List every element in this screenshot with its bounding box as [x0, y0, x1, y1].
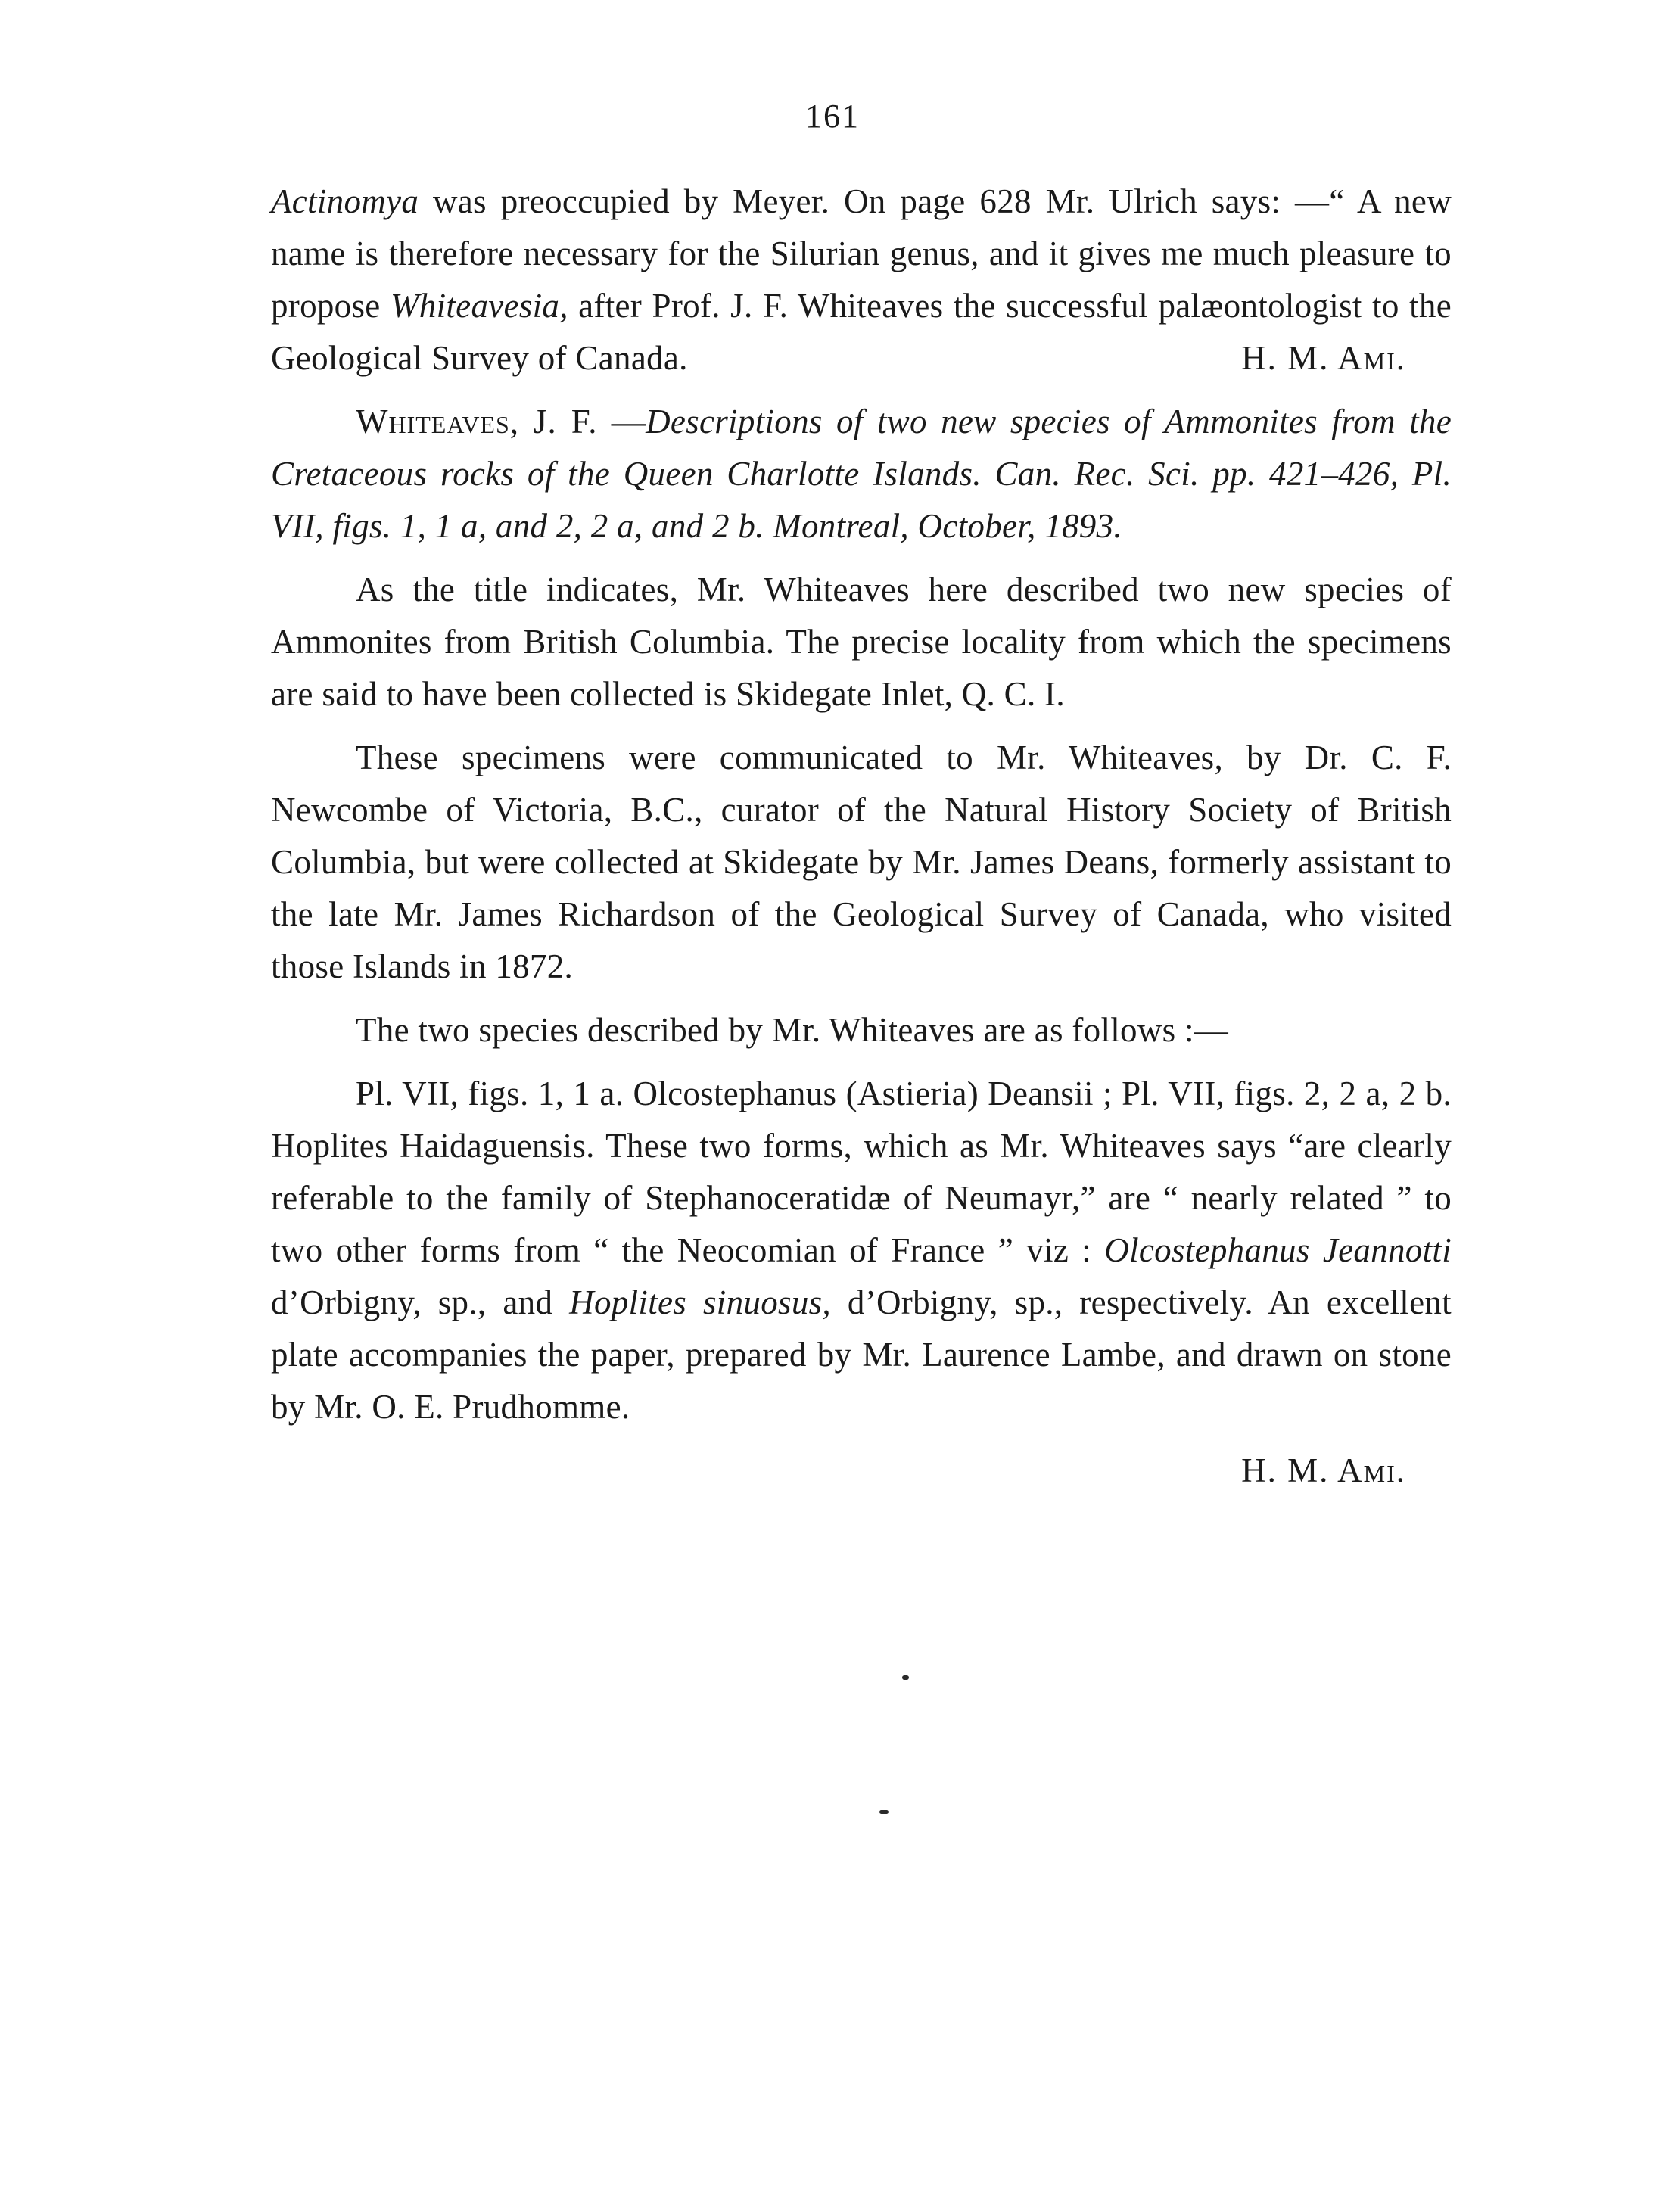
- citation-dash: —: [597, 403, 646, 440]
- paragraph-text: Pl. VII, figs. 1, 1 a. Olcostephanus (Astieria) Deansii ; Pl. VII, figs. 2, 2 a, 2 b. Hoplites Haidaguensis. These two forms, which as Mr. Whiteaves says “are clearly referable to the family of Stephanoceratidæ of Neumayr,” are “ nearly related ” to two other forms from “ the Neocomian of France ” viz :: [271, 1075, 1452, 1269]
- signature-final: H. M. Ami.: [1241, 1451, 1406, 1489]
- body-text: [271, 176, 1452, 1497]
- paragraph-locality: As the title indicates, Mr. Whiteaves here described two new species of Ammonites from British Columbia. The precise locality from which the specimens are said to have been collected is Skidegate Inlet, Q. C. I.: [271, 571, 1452, 713]
- ink-speck: [879, 1810, 889, 1814]
- paragraph-text: was preoccupied by Meyer. On page 628 Mr. Ulrich says: —“ A new name is therefore necessary for the Silurian genus, and it gives me much pleasure to propose: [271, 182, 1452, 325]
- citation-author: Whiteaves, J. F.: [356, 403, 598, 440]
- paragraph-text: after Prof. J. F. Whiteaves the successful palæontologist to the Geological Survey of Canada.: [271, 287, 1452, 377]
- genus-name-actinomya: Actinomya: [271, 182, 419, 220]
- citation-title: Descriptions of two new species of Ammonites from the Cretaceous rocks of the Queen Charlotte Islands. Can. Rec. Sci. pp. 421–426, Pl. VII, figs. 1, 1 a, and 2, 2 a, and 2 b. Montreal, October, 1893.: [271, 403, 1452, 545]
- species-name-olcostephanus: Olcostephanus Jeannotti: [1104, 1231, 1452, 1269]
- paragraph-text: d’Orbigny, sp., respectively. An excellent plate accompanies the paper, prepared by Mr. Laurence Lambe, and drawn on stone by Mr. O. E. Prudhomme.: [271, 1283, 1452, 1426]
- ink-speck: [902, 1675, 909, 1680]
- paragraph-species-intro: The two species described by Mr. Whiteaves are as follows :—: [356, 1011, 1229, 1049]
- paragraph-specimens: These specimens were communicated to Mr. Whiteaves, by Dr. C. F. Newcombe of Victoria, B.C., curator of the Natural History Society of British Columbia, but were collected at Skidegate by Mr. James Deans, formerly assistant to the late Mr. James Richardson of the Geological Survey of Canada, who visited those Islands in 1872.: [271, 739, 1452, 985]
- genus-name-whiteavesia: Whiteavesia,: [390, 287, 568, 325]
- paragraph-citation: [271, 396, 1452, 552]
- page-number: 161: [805, 98, 860, 135]
- species-name-hoplites: Hoplites sinuosus,: [569, 1283, 831, 1321]
- paragraph-species-description: [271, 1068, 1452, 1433]
- paragraph-ulrich-quote: [271, 176, 1452, 384]
- paragraph-text: d’Orbigny, sp., and: [271, 1283, 570, 1321]
- signature: H. M. Ami.: [1241, 339, 1406, 377]
